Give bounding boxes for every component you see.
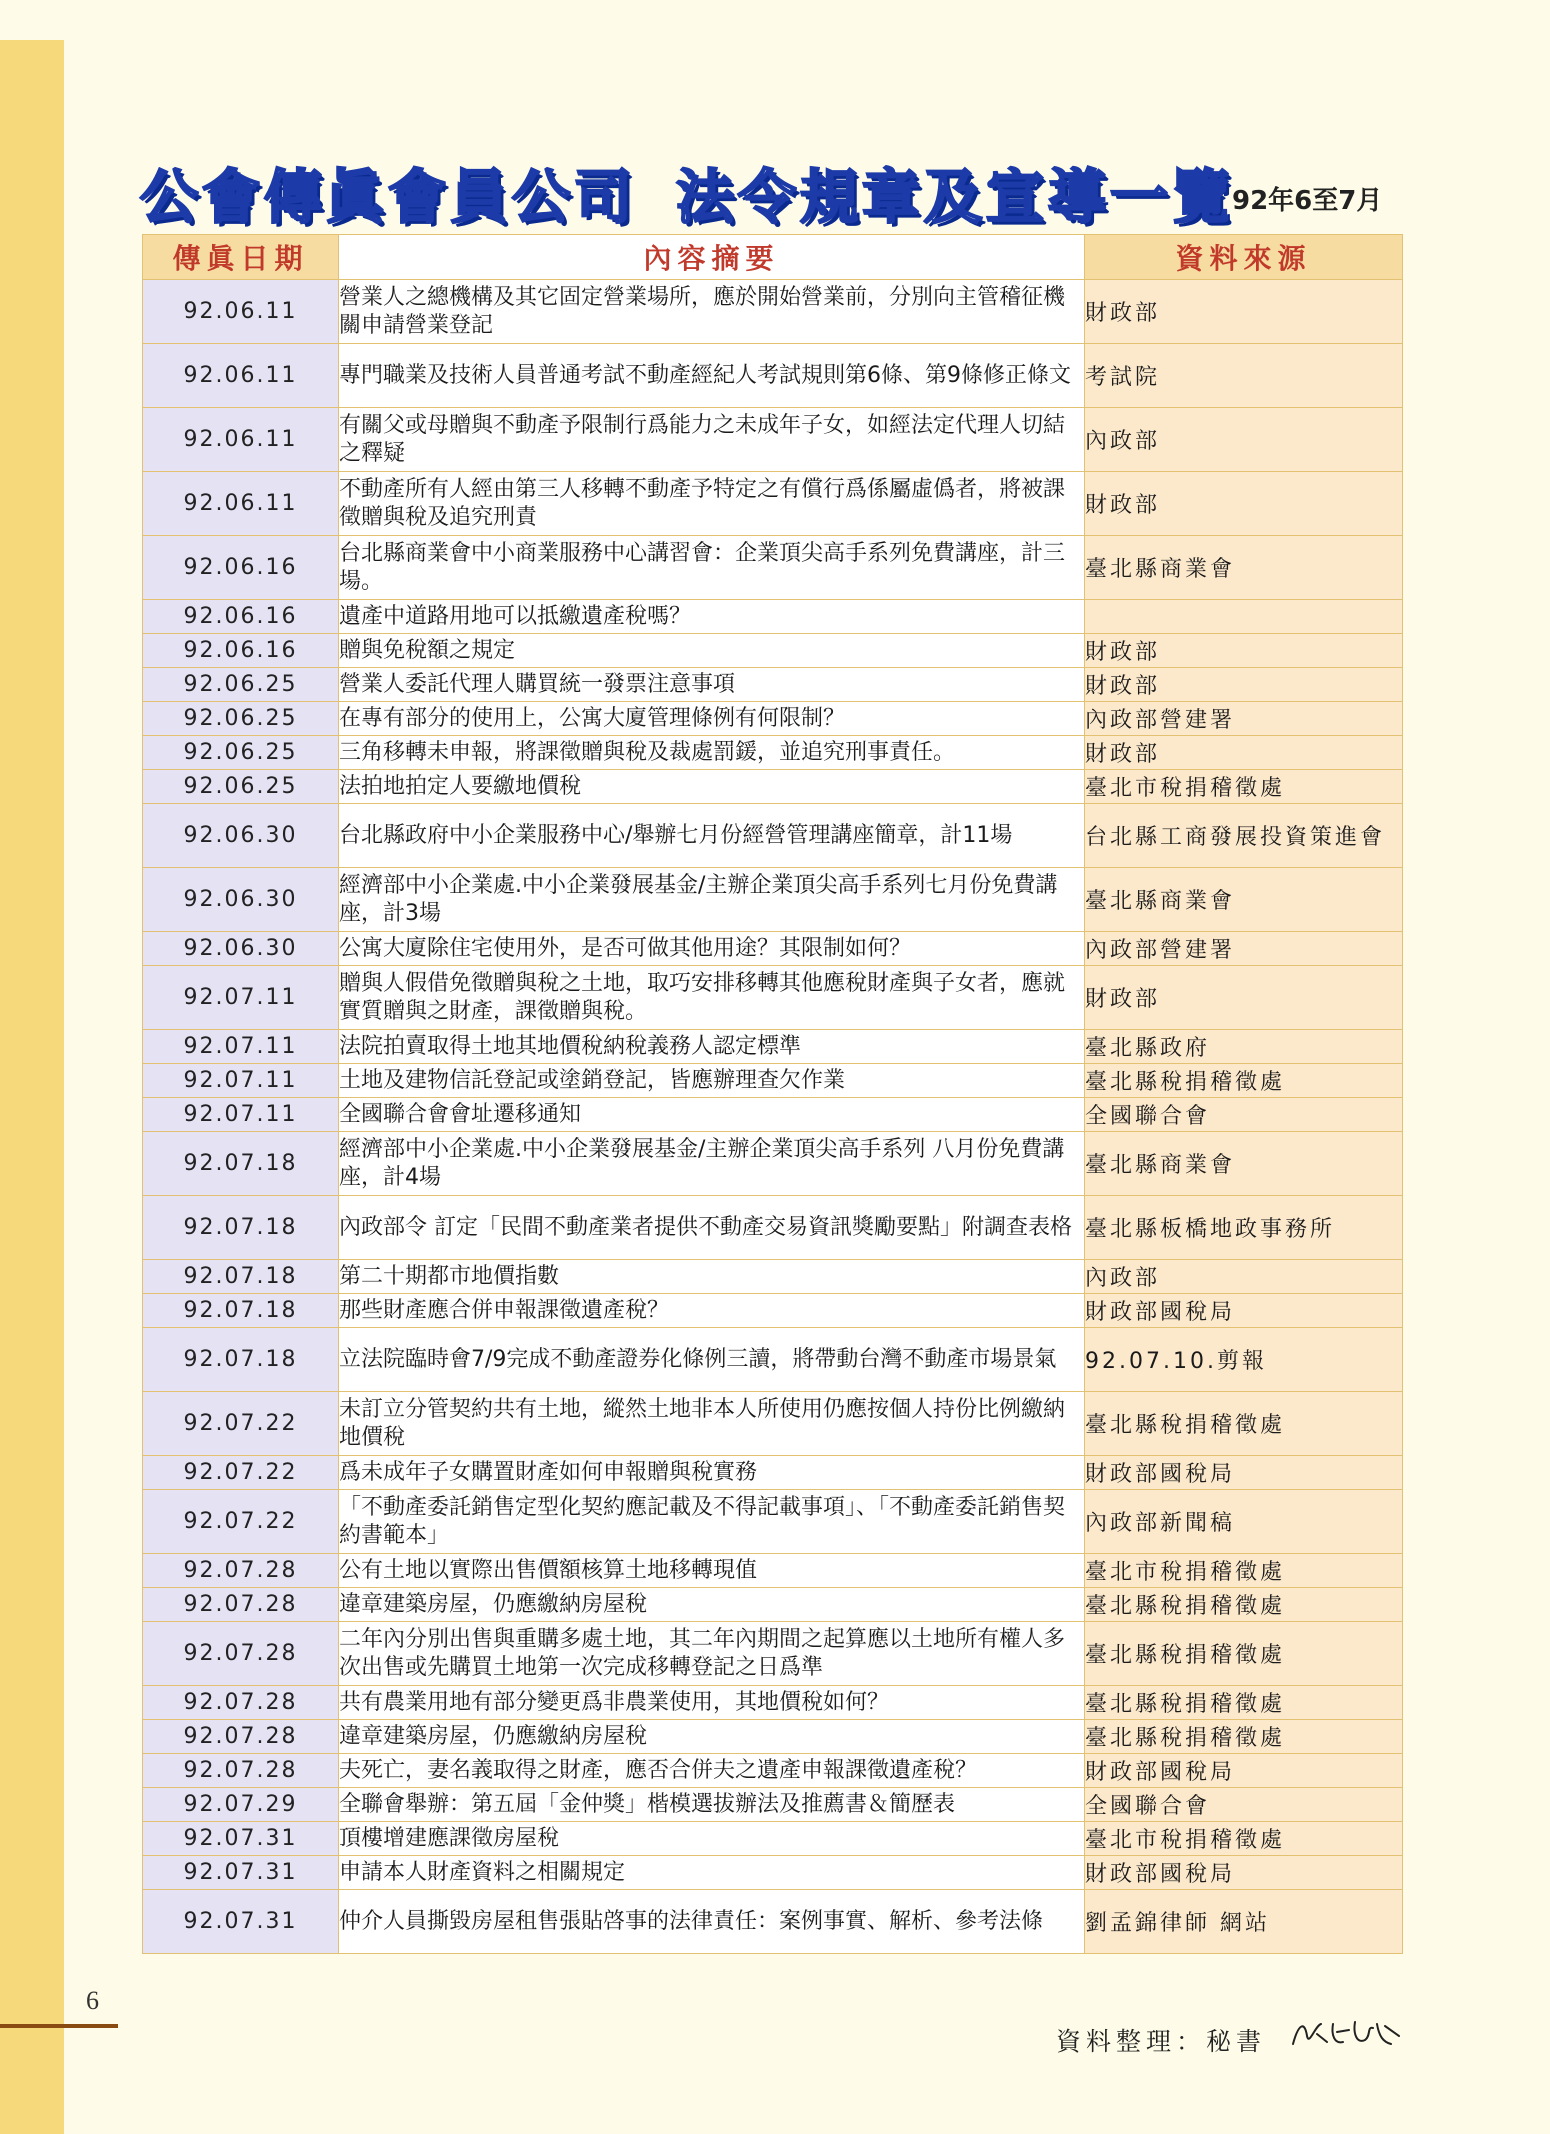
row-summary: 違章建築房屋，仍應繳納房屋稅 — [339, 1588, 1085, 1622]
row-source: 臺北縣商業會 — [1085, 868, 1403, 932]
row-source: 臺北縣稅捐稽徵處 — [1085, 1392, 1403, 1456]
table-row — [143, 472, 1403, 536]
row-summary: 專門職業及技術人員普通考試不動產經紀人考試規則第6條、第9條修正條文 — [339, 344, 1085, 408]
row-source: 臺北縣稅捐稽徵處 — [1085, 1588, 1403, 1622]
row-date: 92.06.25 — [143, 736, 339, 770]
table-row — [143, 1064, 1403, 1098]
row-date: 92.06.11 — [143, 280, 339, 344]
row-source: 全國聯合會 — [1085, 1098, 1403, 1132]
row-date: 92.06.16 — [143, 634, 339, 668]
row-summary: 法院拍賣取得土地其地價稅納稅義務人認定標準 — [339, 1030, 1085, 1064]
row-source: 財政部國稅局 — [1085, 1294, 1403, 1328]
row-source: 臺北縣商業會 — [1085, 1132, 1403, 1196]
date-range: 92年6至7月 — [1232, 186, 1383, 216]
row-summary: 不動產所有人經由第三人移轉不動產予特定之有償行爲係屬虛僞者，將被課徵贈與稅及追究刑責 — [339, 472, 1085, 536]
row-summary: 台北縣政府中小企業服務中心/舉辦七月份經營管理講座簡章，計11場 — [339, 804, 1085, 868]
row-source: 財政部 — [1085, 966, 1403, 1030]
row-date: 92.07.31 — [143, 1822, 339, 1856]
row-source: 考試院 — [1085, 344, 1403, 408]
row-date: 92.06.11 — [143, 472, 339, 536]
table-row — [143, 600, 1403, 634]
row-source: 全國聯合會 — [1085, 1788, 1403, 1822]
row-date: 92.06.11 — [143, 408, 339, 472]
table-row — [143, 1754, 1403, 1788]
table-row — [143, 1098, 1403, 1132]
row-date: 92.07.22 — [143, 1490, 339, 1554]
table-row — [143, 1720, 1403, 1754]
row-summary: 二年內分別出售與重購多處土地，其二年內期間之起算應以土地所有權人多次出售或先購買土地第一次完成移轉登記之日爲準 — [339, 1622, 1085, 1686]
handwritten-signature — [1287, 2014, 1407, 2054]
row-summary: 營業人委託代理人購買統一發票注意事項 — [339, 668, 1085, 702]
table-row — [143, 1822, 1403, 1856]
table-row — [143, 1890, 1403, 1954]
row-summary: 內政部令 訂定「民間不動產業者提供不動產交易資訊獎勵要點」附調查表格 — [339, 1196, 1085, 1260]
row-source: 臺北縣稅捐稽徵處 — [1085, 1622, 1403, 1686]
table-row — [143, 1856, 1403, 1890]
row-summary: 經濟部中小企業處.中小企業發展基金/主辦企業頂尖高手系列七月份免費講座，計3場 — [339, 868, 1085, 932]
row-date: 92.07.11 — [143, 1030, 339, 1064]
row-date: 92.07.28 — [143, 1554, 339, 1588]
row-source: 財政部 — [1085, 472, 1403, 536]
title-part2: 法令規章及宣導一覽 — [676, 163, 1235, 231]
header-summary: 內容摘要 — [339, 235, 1085, 280]
table-row — [143, 280, 1403, 344]
row-date: 92.07.18 — [143, 1294, 339, 1328]
table-row — [143, 736, 1403, 770]
row-summary: 第二十期都市地價指數 — [339, 1260, 1085, 1294]
row-source: 92.07.10.剪報 — [1085, 1328, 1403, 1392]
table-row — [143, 344, 1403, 408]
table-row — [143, 634, 1403, 668]
table-row — [143, 932, 1403, 966]
table-row — [143, 1328, 1403, 1392]
row-source: 劉孟錦律師 網站 — [1085, 1890, 1403, 1954]
page-number: 6 — [86, 1986, 99, 2015]
row-summary: 遺產中道路用地可以抵繳遺產稅嗎？ — [339, 600, 1085, 634]
row-summary: 贈與人假借免徵贈與稅之土地，取巧安排移轉其他應稅財產與子女者，應就實質贈與之財產，課徵贈與稅。 — [339, 966, 1085, 1030]
row-date: 92.07.28 — [143, 1622, 339, 1686]
row-source: 內政部新聞稿 — [1085, 1490, 1403, 1554]
fax-notice-table — [142, 234, 1403, 1954]
row-date: 92.07.28 — [143, 1754, 339, 1788]
row-summary: 三角移轉未申報，將課徵贈與稅及裁處罰鍰，並追究刑事責任。 — [339, 736, 1085, 770]
table-row — [143, 702, 1403, 736]
row-source: 臺北市稅捐稽徵處 — [1085, 770, 1403, 804]
row-date: 92.06.16 — [143, 600, 339, 634]
row-summary: 全國聯合會會址遷移通知 — [339, 1098, 1085, 1132]
row-source: 財政部 — [1085, 280, 1403, 344]
row-date: 92.06.16 — [143, 536, 339, 600]
table-row — [143, 1554, 1403, 1588]
row-date: 92.07.18 — [143, 1196, 339, 1260]
row-date: 92.07.28 — [143, 1720, 339, 1754]
row-summary: 有關父或母贈與不動產予限制行爲能力之未成年子女，如經法定代理人切結之釋疑 — [339, 408, 1085, 472]
row-summary: 贈與免稅額之規定 — [339, 634, 1085, 668]
row-summary: 共有農業用地有部分變更爲非農業使用，其地價稅如何？ — [339, 1686, 1085, 1720]
row-summary: 土地及建物信託登記或塗銷登記，皆應辦理查欠作業 — [339, 1064, 1085, 1098]
row-date: 92.07.22 — [143, 1456, 339, 1490]
row-date: 92.07.31 — [143, 1856, 339, 1890]
page-title — [140, 150, 1234, 234]
row-summary: 申請本人財產資料之相關規定 — [339, 1856, 1085, 1890]
row-summary: 在專有部分的使用上，公寓大廈管理條例有何限制？ — [339, 702, 1085, 736]
table-row — [143, 1788, 1403, 1822]
table-row — [143, 966, 1403, 1030]
table-header-row — [143, 235, 1403, 280]
row-date: 92.07.11 — [143, 1064, 339, 1098]
table-row — [143, 1132, 1403, 1196]
row-date: 92.07.18 — [143, 1260, 339, 1294]
table-row — [143, 1392, 1403, 1456]
table-row — [143, 668, 1403, 702]
row-summary: 法拍地拍定人要繳地價稅 — [339, 770, 1085, 804]
row-date: 92.06.30 — [143, 868, 339, 932]
row-source: 臺北縣商業會 — [1085, 536, 1403, 600]
row-source: 財政部國稅局 — [1085, 1456, 1403, 1490]
table-row — [143, 408, 1403, 472]
row-summary: 未訂立分管契約共有土地，縱然土地非本人所使用仍應按個人持份比例繳納地價稅 — [339, 1392, 1085, 1456]
row-summary: 「不動產委託銷售定型化契約應記載及不得記載事項」、「不動產委託銷售契約書範本」 — [339, 1490, 1085, 1554]
row-summary: 頂樓增建應課徵房屋稅 — [339, 1822, 1085, 1856]
row-date: 92.07.29 — [143, 1788, 339, 1822]
row-date: 92.07.31 — [143, 1890, 339, 1954]
row-source: 內政部 — [1085, 1260, 1403, 1294]
row-source: 臺北縣稅捐稽徵處 — [1085, 1064, 1403, 1098]
row-source: 臺北縣稅捐稽徵處 — [1085, 1720, 1403, 1754]
row-date: 92.06.25 — [143, 668, 339, 702]
row-date: 92.06.11 — [143, 344, 339, 408]
row-source: 財政部國稅局 — [1085, 1856, 1403, 1890]
row-summary: 全聯會舉辦：第五屆「金仲獎」楷模選拔辦法及推薦書＆簡歷表 — [339, 1788, 1085, 1822]
row-summary: 立法院臨時會7/9完成不動產證券化條例三讀，將帶動台灣不動產市場景氣 — [339, 1328, 1085, 1392]
table-row — [143, 1588, 1403, 1622]
row-date: 92.07.28 — [143, 1686, 339, 1720]
table-row — [143, 1294, 1403, 1328]
credit-line: 資料整理：秘書 — [1056, 2027, 1267, 2056]
header-source: 資料來源 — [1085, 235, 1403, 280]
row-source: 臺北縣稅捐稽徵處 — [1085, 1686, 1403, 1720]
table-row — [143, 770, 1403, 804]
table-row — [143, 1196, 1403, 1260]
row-date: 92.07.18 — [143, 1132, 339, 1196]
row-date: 92.06.25 — [143, 702, 339, 736]
row-summary: 仲介人員撕毀房屋租售張貼啓事的法律責任：案例事實、解析、參考法條 — [339, 1890, 1085, 1954]
header-date: 傳眞日期 — [143, 235, 339, 280]
row-source: 臺北縣板橋地政事務所 — [1085, 1196, 1403, 1260]
row-summary: 台北縣商業會中小商業服務中心講習會：企業頂尖高手系列免費講座，計三場。 — [339, 536, 1085, 600]
row-source: 內政部營建署 — [1085, 702, 1403, 736]
table-row — [143, 1030, 1403, 1064]
row-summary: 爲未成年子女購置財產如何申報贈與稅實務 — [339, 1456, 1085, 1490]
row-date: 92.06.30 — [143, 932, 339, 966]
row-source: 台北縣工商發展投資策進會 — [1085, 804, 1403, 868]
row-date: 92.06.30 — [143, 804, 339, 868]
table-row — [143, 1622, 1403, 1686]
row-summary: 公寓大廈除住宅使用外，是否可做其他用途？其限制如何？ — [339, 932, 1085, 966]
table-row — [143, 1456, 1403, 1490]
row-source — [1085, 600, 1403, 634]
title-part1: 公會傳眞會員公司 — [140, 163, 637, 231]
table-row — [143, 1260, 1403, 1294]
row-summary: 營業人之總機構及其它固定營業場所，應於開始營業前，分別向主管稽征機關申請營業登記 — [339, 280, 1085, 344]
row-date: 92.07.11 — [143, 1098, 339, 1132]
row-date: 92.07.28 — [143, 1588, 339, 1622]
row-source: 內政部 — [1085, 408, 1403, 472]
table-row — [143, 1686, 1403, 1720]
table-row — [143, 804, 1403, 868]
decorative-side-bar — [0, 40, 64, 2134]
row-summary: 那些財產應合併申報課徵遺產稅？ — [339, 1294, 1085, 1328]
table-row — [143, 1490, 1403, 1554]
row-source: 財政部 — [1085, 668, 1403, 702]
row-source: 臺北縣政府 — [1085, 1030, 1403, 1064]
row-source: 臺北市稅捐稽徵處 — [1085, 1554, 1403, 1588]
row-summary: 經濟部中小企業處.中小企業發展基金/主辦企業頂尖高手系列 八月份免費講座，計4場 — [339, 1132, 1085, 1196]
row-summary: 夫死亡，妻名義取得之財產，應否合併夫之遺產申報課徵遺產稅？ — [339, 1754, 1085, 1788]
row-summary: 公有土地以實際出售價額核算土地移轉現值 — [339, 1554, 1085, 1588]
row-date: 92.06.25 — [143, 770, 339, 804]
row-source: 臺北市稅捐稽徵處 — [1085, 1822, 1403, 1856]
row-source: 內政部營建署 — [1085, 932, 1403, 966]
row-date: 92.07.22 — [143, 1392, 339, 1456]
footer-rule — [0, 2024, 118, 2028]
row-date: 92.07.11 — [143, 966, 339, 1030]
row-source: 財政部 — [1085, 736, 1403, 770]
row-summary: 違章建築房屋，仍應繳納房屋稅 — [339, 1720, 1085, 1754]
row-date: 92.07.18 — [143, 1328, 339, 1392]
row-source: 財政部國稅局 — [1085, 1754, 1403, 1788]
table-row — [143, 536, 1403, 600]
table-row — [143, 868, 1403, 932]
row-source: 財政部 — [1085, 634, 1403, 668]
